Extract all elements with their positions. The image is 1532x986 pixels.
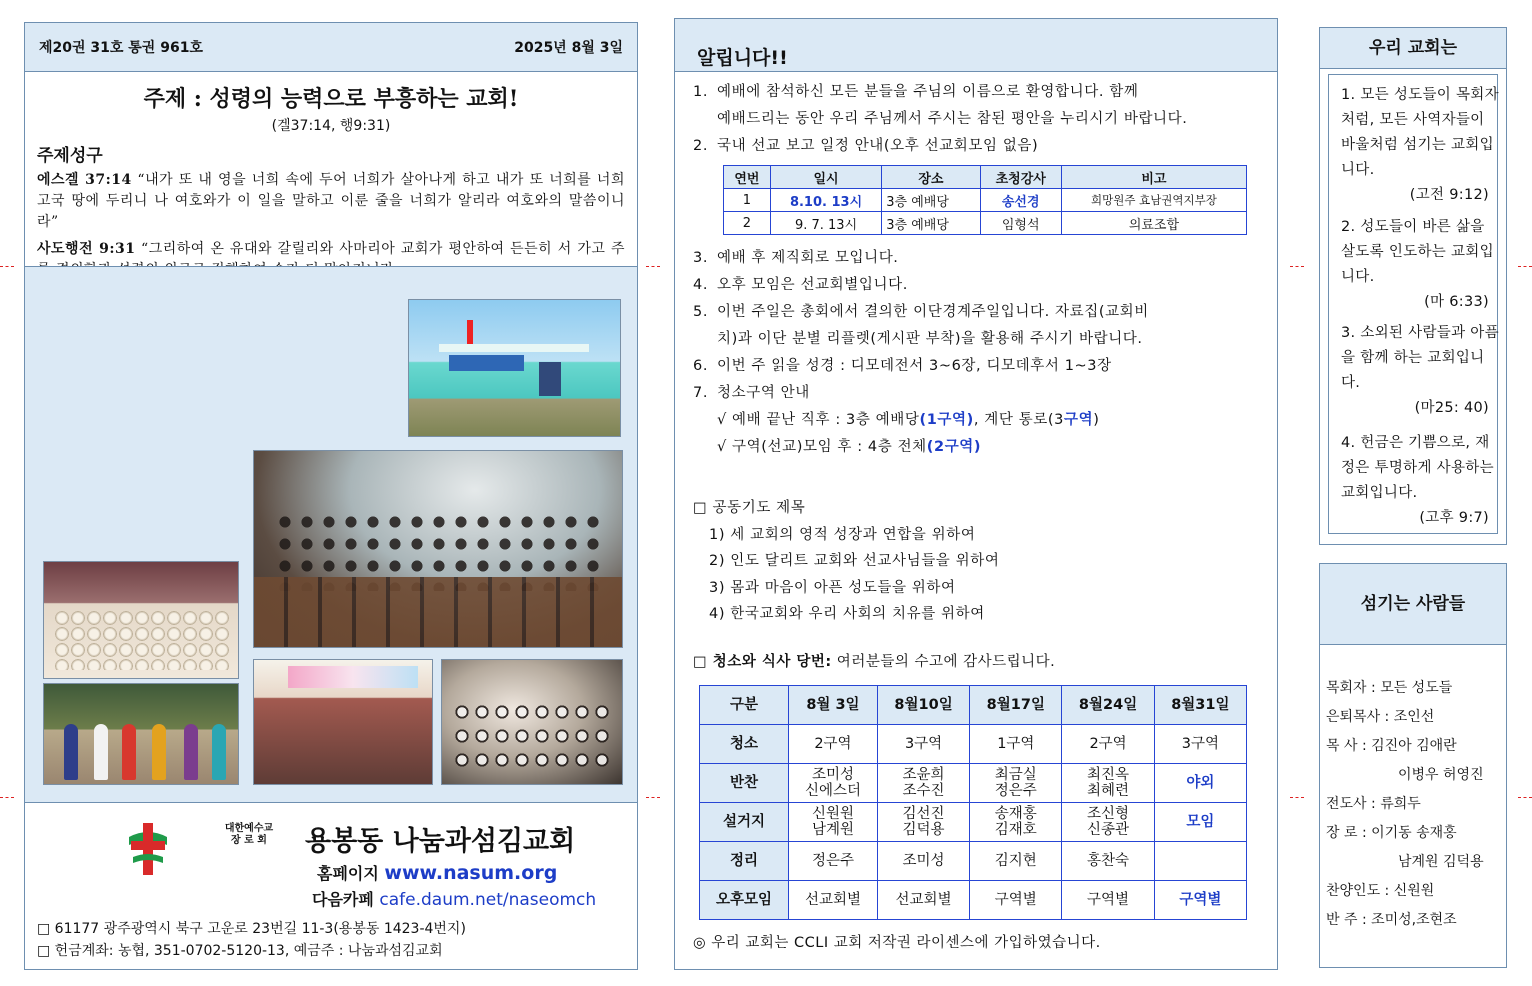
church-name: 용봉동 나눔과섬김교회 bbox=[305, 826, 576, 857]
vision-title: 우리 교회는 bbox=[1320, 28, 1506, 69]
homepage-label: 홈페이지 bbox=[317, 864, 379, 883]
fold-mark bbox=[646, 266, 660, 267]
list-item: 전도사 : 류희두 bbox=[1326, 796, 1421, 812]
list-item: 은퇴목사 : 조인선 bbox=[1326, 709, 1435, 725]
duty-table: 구분 8월 3일 8월10일 8월17일 8월24일 8월31일 청소 2구역 3구역 1구역 2구역 3구역 반찬 조미성 신에스더 조윤희 조수진 최금실 정은주 최진옥 최혜련 야외 설거지 신원원 남계원 김선진 김덕용 송재홍 김재호 조신형 신종관 모임 정리 정은주 조미성 김지현 홍찬숙 오후모임 선교회별 선교회별 구역별 구역별 구역별 bbox=[699, 685, 1247, 920]
license-note: ◎ 우리 교회는 CCLI 교회 저작권 라이센스에 가입하였습니다. bbox=[693, 935, 1101, 951]
offering-account: □ 헌금계좌: 농협, 351-0702-5120-13, 예금주 : 나눔과섬김교회 bbox=[37, 943, 443, 959]
prayer-topics bbox=[693, 495, 999, 628]
list-item: 2) 인도 달리트 교회와 선교사님들을 위하여 bbox=[709, 553, 1000, 569]
church-address: □ 61177 광주광역시 북구 고운로 23번길 11-3(용봉동 1423-4번지) bbox=[37, 921, 466, 937]
list-item: 1. 모든 성도들이 목회자처럼, 모든 사역자들이 바울처럼 섬기는 교회입니다. (고전 9:12) bbox=[1341, 87, 1499, 203]
fold-mark bbox=[1290, 797, 1304, 798]
list-item: 2. 국내 선교 보고 일정 안내(오후 선교회모임 없음) bbox=[693, 138, 1039, 154]
photo-collage bbox=[25, 266, 637, 803]
church-identity bbox=[25, 803, 637, 913]
table-row: 정리 정은주 조미성 김지현 홍찬숙 bbox=[700, 842, 1247, 881]
list-item: 3. 소외된 사람들과 아픔을 함께 하는 교회입니다. (마25: 40) bbox=[1341, 325, 1499, 416]
list-item: 2. 성도들이 바른 삶을 살도록 인도하는 교회입니다. (마 6:33) bbox=[1341, 219, 1494, 310]
list-item: 3) 몸과 마음이 아픈 성도들을 위하여 bbox=[709, 579, 956, 596]
worship-hall-photo bbox=[253, 450, 623, 648]
cafe-label: 다음카페 bbox=[312, 890, 374, 909]
kitchen-volunteers-photo bbox=[253, 659, 433, 785]
fold-mark bbox=[646, 797, 660, 798]
fold-mark bbox=[0, 266, 14, 267]
villagers-photo bbox=[43, 683, 239, 785]
verse-text: “내가 또 내 영을 너희 속에 두어 너희가 살아나게 하고 내가 또 너희를 너희 고국 땅에 두리니 나 여호와가 이 일을 말하고 이룬 줄을 너희가 알리라 여호와의 말씀이니라” bbox=[37, 172, 625, 230]
cafe-line bbox=[312, 887, 596, 910]
announcements-panel bbox=[674, 18, 1278, 970]
list-item: 장 로 : 이기동 송재홍 bbox=[1326, 825, 1457, 841]
list-item: 3. 예배 후 제직회로 모입니다. bbox=[693, 250, 899, 266]
fold-mark bbox=[1518, 797, 1532, 798]
list-item: 목회자 : 모든 성도들 bbox=[1326, 680, 1453, 696]
mission-report-table: 연번 일시 장소 초청강사 비고 1 8.10. 13시 3층 예배당 송선경 희망원주 효남권역지부장 2 9. 7. 13시 3층 예배당 임형석 의료조합 bbox=[723, 165, 1247, 235]
fold-mark bbox=[1290, 266, 1304, 267]
vision-box bbox=[1328, 74, 1498, 534]
list-item-continued: 예배드리는 동안 우리 주님께서 주시는 참된 평안을 누리시기 바랍니다. bbox=[717, 111, 1188, 127]
verse-text: “그리하여 온 유대와 갈릴리와 사마리아 교회가 평안하여 든든히 서 가고 주 bbox=[141, 241, 625, 257]
table-row: 반찬 조미성 신에스더 조윤희 조수진 최금실 정은주 최진옥 최혜련 야외 bbox=[700, 764, 1247, 803]
duty-title: □ 청소와 식사 당번: 여러분들의 수고에 감사드립니다. bbox=[693, 654, 1056, 670]
list-item: 7. 청소구역 안내 bbox=[693, 385, 810, 401]
verse-ref: 에스겔 37:14 bbox=[37, 172, 132, 188]
homepage-line bbox=[317, 861, 557, 884]
list-item: 4) 한국교회와 우리 사회의 치유를 위하여 bbox=[709, 606, 985, 622]
relief-bags-photo bbox=[43, 561, 239, 679]
verse-heading: 주제성구 bbox=[37, 146, 103, 166]
list-item: 1) 세 교회의 영적 성장과 연합을 위하여 bbox=[709, 526, 976, 543]
cafe-link[interactable]: cafe.daum.net/naseomch bbox=[379, 890, 597, 910]
announcement-list bbox=[693, 79, 1263, 160]
list-item: 5. 이번 주일은 총회에서 결의한 이단경계주일입니다. 자료집(교회비 bbox=[693, 304, 1149, 320]
list-item: 6. 이번 주 읽을 성경 : 디모데전서 3~6장, 디모데후서 1~3장 bbox=[693, 358, 1112, 374]
children-ministry-photo bbox=[441, 659, 623, 785]
announcements-title: 알립니다!! bbox=[697, 47, 788, 69]
staff-panel bbox=[1319, 563, 1507, 968]
cleaning-line-2: √ 구역(선교)모임 후 : 4층 전체(2구역) bbox=[717, 439, 982, 455]
staff-title: 섬기는 사람들 bbox=[1320, 564, 1506, 645]
prayer-title: □ 공동기도 제목 bbox=[693, 500, 806, 516]
list-item-continued: 치)과 이단 분별 리플렛(게시판 부착)을 활용해 주시기 바랍니다. bbox=[717, 331, 1143, 347]
church-vision-panel bbox=[1319, 27, 1507, 545]
church-building-photo bbox=[408, 299, 621, 437]
staff-list bbox=[1326, 674, 1504, 935]
list-item: 1. 예배에 참석하신 모든 분들을 주님의 이름으로 환영합니다. 함께 bbox=[693, 84, 1139, 100]
table-row: 2 9. 7. 13시 3층 예배당 임형석 의료조합 bbox=[724, 212, 1247, 235]
list-item: 4. 헌금은 기쁨으로, 재정은 투명하게 사용하는 교회입니다. (고후 9:7) bbox=[1341, 435, 1494, 526]
announcements-header bbox=[675, 19, 1277, 72]
verse-ref: 사도행전 9:31 bbox=[37, 241, 136, 257]
bulletin-cover bbox=[24, 22, 638, 970]
fold-mark bbox=[0, 797, 14, 798]
cleaning-line-1: √ 예배 끝난 직후 : 3층 예배당(1구역), 계단 통로(3구역) bbox=[717, 412, 1100, 428]
table-row: 오후모임 선교회별 선교회별 구역별 구역별 구역별 bbox=[700, 881, 1247, 920]
list-item: 이병우 허영진 bbox=[1398, 767, 1484, 783]
denomination-label: 대한예수교 장 로 회 bbox=[224, 823, 274, 846]
fold-mark bbox=[1518, 266, 1532, 267]
list-item: 찬양인도 : 신원원 bbox=[1326, 883, 1435, 899]
table-row: 설거지 신원원 남계원 김선진 김덕용 송재홍 김재호 조신형 신종관 모임 bbox=[700, 803, 1247, 842]
issue-header bbox=[25, 23, 637, 72]
list-item: 반 주 : 조미성,조현조 bbox=[1326, 912, 1457, 928]
address-block bbox=[37, 918, 466, 962]
church-logo-icon bbox=[125, 823, 171, 875]
homepage-link[interactable]: www.nasum.org bbox=[384, 862, 558, 884]
issue-number: 제20권 31호 통권 961호 bbox=[39, 40, 203, 56]
theme-reference: (겔37:14, 행9:31) bbox=[271, 118, 391, 134]
issue-date: 2025년 8월 3일 bbox=[514, 40, 623, 56]
announcement-list-continued bbox=[693, 245, 1263, 461]
theme-title: 주제 : 성령의 능력으로 부흥하는 교회! bbox=[143, 86, 519, 112]
list-item: 남계원 김덕용 bbox=[1398, 854, 1484, 870]
list-item: 4. 오후 모임은 선교회별입니다. bbox=[693, 277, 908, 293]
table-row: 1 8.10. 13시 3층 예배당 송선경 희망원주 효남권역지부장 bbox=[724, 189, 1247, 212]
list-item: 목 사 : 김진아 김애란 bbox=[1326, 738, 1457, 754]
table-row: 청소 2구역 3구역 1구역 2구역 3구역 bbox=[700, 725, 1247, 764]
verse-ezekiel bbox=[37, 170, 625, 233]
